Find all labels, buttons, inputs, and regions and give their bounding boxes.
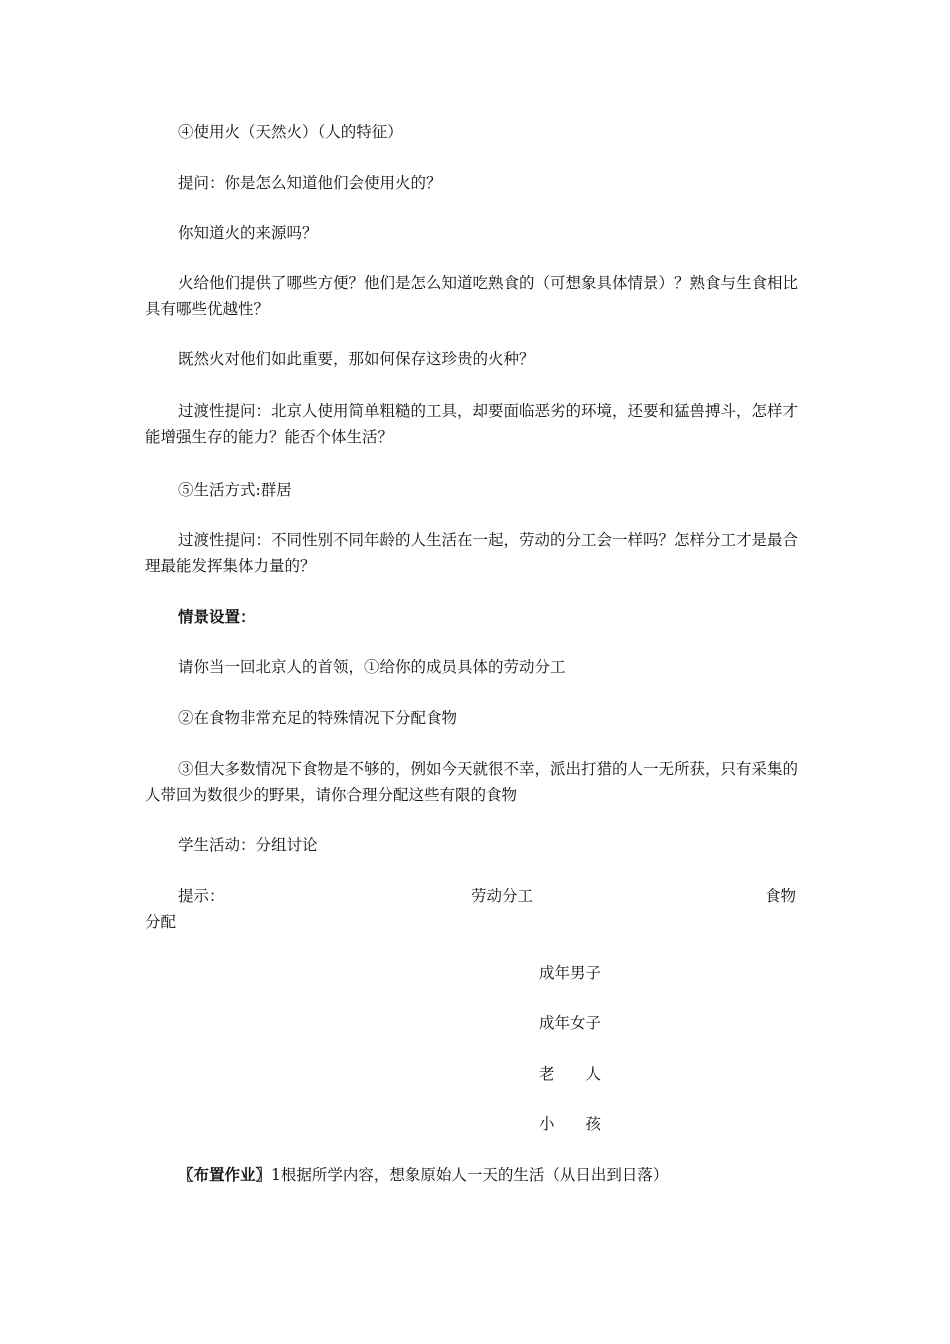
hint-label: 提示： [178,887,225,905]
paragraph-fire-source: 你知道火的来源吗？ [178,224,318,242]
homework-line [178,1162,668,1188]
group-adult-female: 成年女子 [538,1014,601,1032]
paragraph-lifestyle: ⑤生活方式:群居 [178,481,292,499]
paragraph-transition-2: 过渡性提问：不同性别不同年龄的人生活在一起，劳动的分工会一样吗？怎样分工才是最合理最能发挥集体力量的？ [145,531,799,575]
paragraph-keep-fire: 既然火对他们如此重要，那如何保存这珍贵的火种？ [178,350,535,368]
group-adult-male: 成年男子 [538,964,601,982]
paragraph-food-scarce: ③但大多数情况下食物是不够的，例如今天就很不幸，派出打猎的人一无所获，只有采集的人带回为数很少的野果，请你合理分配这些有限的食物 [145,760,799,804]
paragraph-fire-benefits: 火给他们提供了哪些方便？他们是怎么知道吃熟食的（可想象具体情景）？熟食与生食相比具有哪些优越性？ [145,274,799,318]
scenario-heading: 情景设置： [178,607,256,626]
paragraph-question-fire: 提问：你是怎么知道他们会使用火的？ [178,174,442,192]
homework-tag: 〖布置作业〗 [178,1165,272,1184]
paragraph-food-abundant: ②在食物非常充足的特殊情况下分配食物 [178,709,458,727]
paragraph-leader-task: 请你当一回北京人的首领，①给你的成员具体的劳动分工 [178,658,566,676]
group-children: 小 孩 [538,1115,601,1133]
paragraph-transition-1: 过渡性提问：北京人使用简单粗糙的工具，却要面临恶劣的环境，还要和猛兽搏斗，怎样才能增强生存的能力？能否个体生活？ [145,402,799,446]
hint-labor-division: 劳动分工 [471,887,534,905]
hint-distribution: 分配 [145,913,177,931]
paragraph-use-fire: ④使用火（天然火）（人的特征） [178,123,403,141]
hint-food: 食物 [765,887,797,905]
paragraph-student-activity: 学生活动：分组讨论 [178,836,318,854]
homework-text: 1根据所学内容，想象原始人一天的生活（从日出到日落） [271,1166,669,1184]
group-elderly: 老 人 [538,1065,601,1083]
